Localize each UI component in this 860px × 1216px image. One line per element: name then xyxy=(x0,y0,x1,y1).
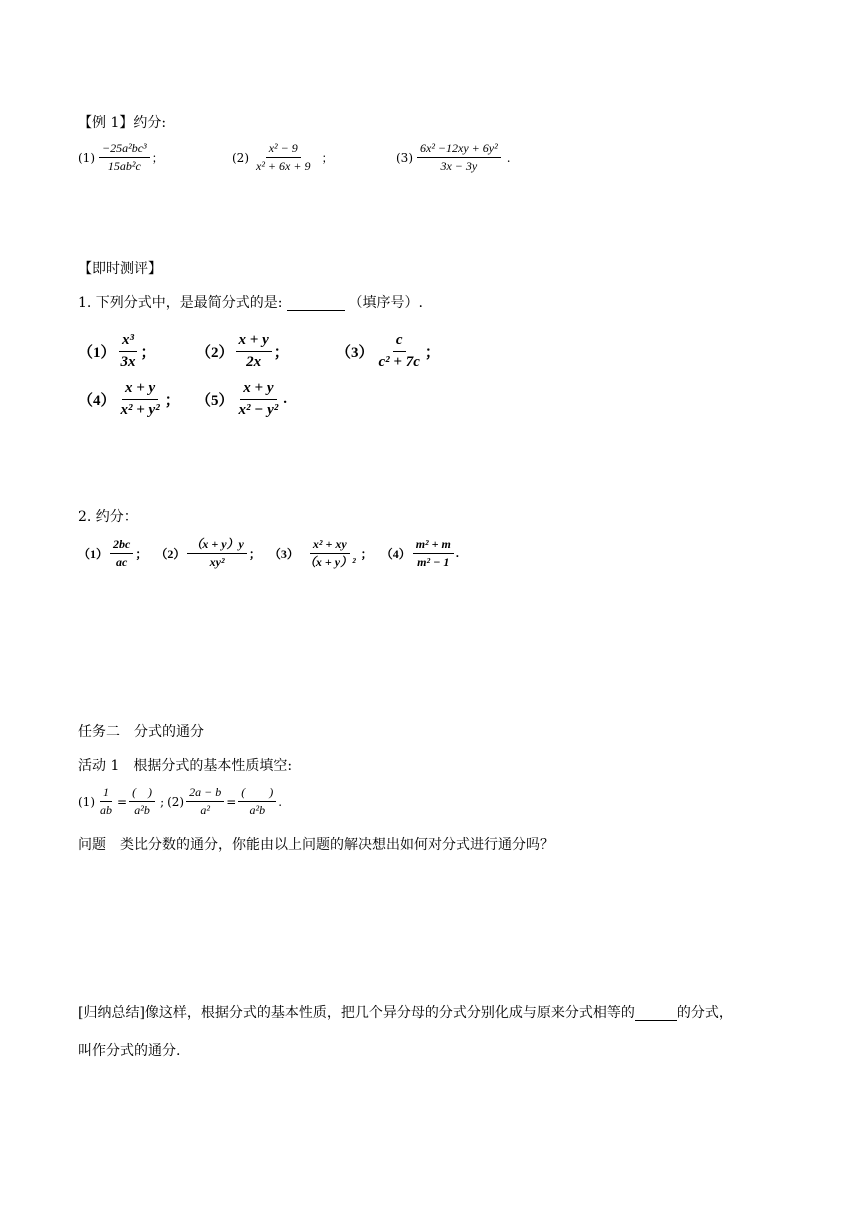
blank-numerator[interactable]: ( ) xyxy=(238,786,276,802)
q2-items xyxy=(78,538,459,569)
numerator: 2a − b xyxy=(186,786,224,802)
item-label: （4） xyxy=(78,392,116,409)
denominator: x² + 6x + 9 xyxy=(256,159,311,174)
separator: ； xyxy=(424,344,440,361)
fraction xyxy=(236,380,282,418)
fraction xyxy=(413,538,454,569)
fraction xyxy=(187,538,247,569)
summary-text-before: [归纳总结]像这样，根据分式的基本性质，把几个异分母的分式分别化成与原来分式相等的 xyxy=(78,1005,635,1021)
separator: ； xyxy=(135,547,148,562)
numerator: 1 xyxy=(100,786,112,802)
numerator: m² + m xyxy=(413,538,454,554)
denominator: x² − y² xyxy=(238,401,279,418)
task2-activity: 活动 1 根据分式的基本性质填空: xyxy=(78,758,293,774)
numerator: −25a²bc³ xyxy=(99,142,150,158)
numerator: x² − 9 xyxy=(266,142,301,158)
separator: ； xyxy=(164,392,180,409)
quiz-q2-title: 2. 约分： xyxy=(78,509,138,525)
fraction xyxy=(186,786,224,817)
q1-item-4 xyxy=(78,380,180,418)
numerator: x + y xyxy=(240,380,276,400)
numerator: x³ xyxy=(119,332,137,352)
denominator: x² + y² xyxy=(120,401,160,418)
item-label: （3） xyxy=(268,547,299,562)
item-label: (2) xyxy=(232,150,249,165)
item-label: (2) xyxy=(167,794,185,809)
q1-item-1 xyxy=(78,332,156,370)
separator: ； xyxy=(273,344,289,361)
numerator: x + y xyxy=(236,332,272,352)
numerator: 6x² −12xy + 6y² xyxy=(417,142,501,158)
q1-text-before: 1. 下列分式中，是最简分式的是: xyxy=(78,295,283,311)
separator: ； xyxy=(140,344,156,361)
summary-line-1 xyxy=(78,1002,733,1022)
denominator: （x + y）² xyxy=(303,555,356,570)
fraction xyxy=(236,332,272,370)
task2-title: 任务二 分式的通分 xyxy=(78,724,204,740)
denominator: c² + 7c xyxy=(378,353,420,370)
separator: ； xyxy=(360,547,373,562)
denominator: 3x xyxy=(120,353,136,370)
item-label: （2） xyxy=(155,547,186,562)
denominator: 2x xyxy=(246,353,262,370)
item-label: (1) xyxy=(78,150,95,165)
item-label: (3) xyxy=(396,150,413,165)
fraction xyxy=(110,538,133,569)
numerator: 2bc xyxy=(110,538,133,554)
summary-line-2: 叫作分式的通分. xyxy=(78,1043,181,1059)
item-label: （3） xyxy=(336,344,374,361)
item-label: （5） xyxy=(196,392,234,409)
q1-text-after: （填序号）. xyxy=(348,295,423,311)
example1-item-1 xyxy=(78,142,164,173)
summary-text-after: 的分式， xyxy=(676,1005,733,1021)
denominator: m² − 1 xyxy=(417,555,450,570)
separator: . xyxy=(278,794,283,809)
separator: . xyxy=(506,150,511,165)
separator: ； xyxy=(248,547,261,562)
answer-blank[interactable] xyxy=(287,294,345,311)
separator: . xyxy=(283,390,288,407)
quiz-q1-prompt xyxy=(78,292,423,312)
q1-item-3 xyxy=(336,332,440,370)
fill-blank-equations xyxy=(78,786,282,817)
denominator: 15ab²c xyxy=(107,159,141,174)
fraction xyxy=(118,380,163,418)
blank-numerator[interactable]: ( ) xyxy=(129,786,155,802)
numerator: x + y xyxy=(122,380,158,400)
numerator: c xyxy=(393,332,406,352)
denominator: xy² xyxy=(209,555,225,570)
separator: ； xyxy=(151,151,164,166)
equals-sign: = xyxy=(226,794,237,809)
fraction xyxy=(301,538,359,569)
item-label: （1） xyxy=(78,547,109,562)
item-label: (1) xyxy=(78,794,95,809)
fraction-blank xyxy=(129,786,155,817)
task2-question: 问题 类比分数的通分，你能由以上问题的解决想出如何对分式进行通分吗？ xyxy=(78,837,554,853)
item-label: （4） xyxy=(380,547,411,562)
item-label: （2） xyxy=(196,344,234,361)
denominator: a²b xyxy=(134,803,150,818)
example1-item-2 xyxy=(232,142,333,173)
equals-sign: = xyxy=(117,794,128,809)
fraction xyxy=(118,332,139,370)
denominator: 3x − 3y xyxy=(440,159,478,174)
fraction xyxy=(97,786,115,817)
denominator: a² xyxy=(200,803,210,818)
separator: . xyxy=(455,546,459,561)
q1-item-2 xyxy=(196,332,289,370)
fraction xyxy=(417,142,501,173)
q1-item-5 xyxy=(196,380,287,418)
denominator: ab xyxy=(100,803,112,818)
example1-item-3 xyxy=(396,142,511,173)
separator: ; xyxy=(160,794,165,809)
quiz-title: 【即时测评】 xyxy=(78,261,162,277)
denominator: a²b xyxy=(249,803,266,818)
denominator: ac xyxy=(116,555,128,570)
fraction xyxy=(99,142,150,173)
fraction-blank xyxy=(238,786,276,817)
example1-title: 【例 1】约分: xyxy=(78,115,167,131)
summary-blank[interactable] xyxy=(635,1004,677,1021)
numerator: x² + xy xyxy=(310,538,350,554)
fraction xyxy=(376,332,423,370)
numerator: （x + y）y xyxy=(187,538,247,554)
fraction xyxy=(253,142,313,173)
separator: ； xyxy=(321,151,334,166)
item-label: （1） xyxy=(78,344,116,361)
